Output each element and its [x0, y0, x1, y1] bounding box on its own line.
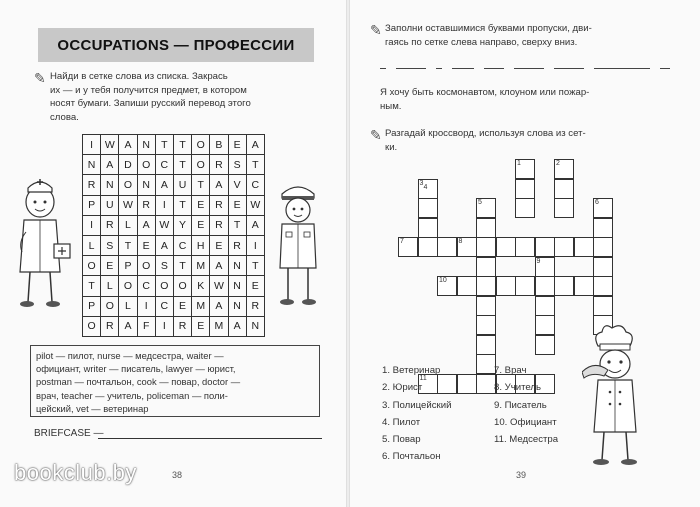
crossword-cell[interactable] [476, 218, 496, 238]
word-search-cell[interactable]: N [83, 155, 101, 175]
word-search-cell[interactable]: T [247, 256, 265, 276]
word-search-cell[interactable]: R [138, 196, 156, 216]
word-search-cell[interactable]: D [119, 155, 137, 175]
word-search-cell[interactable]: W [119, 196, 137, 216]
word-search-cell[interactable]: A [138, 216, 156, 236]
crossword-number: 6 [595, 199, 599, 206]
word-search-cell[interactable]: U [174, 175, 192, 195]
word-search-cell[interactable]: Y [174, 216, 192, 236]
word-search-cell[interactable]: E [138, 236, 156, 256]
page-number-left: 38 [172, 470, 183, 480]
word-search-cell[interactable]: T [247, 155, 265, 175]
word-search-cell[interactable]: A [119, 135, 137, 155]
crossword-cell[interactable] [476, 315, 496, 335]
word-search-cell[interactable]: I [83, 135, 101, 155]
word-search-cell[interactable]: O [83, 317, 101, 337]
crossword-cell[interactable] [496, 276, 516, 296]
briefcase-answer-line[interactable] [98, 438, 322, 439]
word-search-cell[interactable]: T [174, 135, 192, 155]
word-search-cell[interactable]: T [156, 135, 174, 155]
watermark: bookclub.by [14, 460, 137, 485]
word-search-cell[interactable]: E [174, 297, 192, 317]
clue-item: 2. Юрист [382, 382, 423, 394]
word-search-cell[interactable]: E [101, 256, 119, 276]
crossword-number: 3 [419, 179, 424, 187]
clue-item: 4. Пилот [382, 416, 421, 428]
word-search-cell[interactable]: N [101, 175, 119, 195]
clue-item: 1. Ветеринар [382, 365, 441, 376]
crossword-cell[interactable] [476, 237, 496, 257]
word-search-cell[interactable]: E [192, 317, 210, 337]
crossword-cell[interactable] [418, 198, 438, 218]
word-search-cell[interactable]: E [192, 196, 210, 216]
doctor-illustration [16, 172, 74, 312]
crossword-cell[interactable] [593, 237, 613, 257]
crossword-cell[interactable] [476, 296, 496, 316]
clue-item: 11. Медсестра [494, 434, 559, 446]
task3-text: Разгадай кроссворд, используя слова из сет- ки. [385, 128, 586, 153]
briefcase-label: BRIEFCASE — [34, 428, 104, 439]
word-search-cell[interactable]: P [119, 256, 137, 276]
crossword-cell[interactable] [574, 237, 594, 257]
word-search-cell[interactable]: T [119, 236, 137, 256]
word-search-cell[interactable]: S [156, 256, 174, 276]
crossword-number: 10 [439, 277, 447, 284]
word-search-cell[interactable]: C [156, 297, 174, 317]
word-search-cell[interactable]: N [229, 256, 247, 276]
crossword-number: 2 [556, 160, 560, 167]
clue-item: 6. Почтальон [382, 451, 441, 463]
crossword-cell[interactable] [476, 335, 496, 355]
word-search-cell[interactable]: O [156, 276, 174, 296]
word-search-cell[interactable]: R [210, 196, 228, 216]
crossword-cell[interactable] [554, 276, 574, 296]
crossword-cell[interactable] [515, 276, 535, 296]
crossword-number: 5 [478, 199, 482, 206]
policeman-illustration [274, 178, 322, 308]
word-search-cell[interactable]: W [210, 276, 228, 296]
word-search-cell[interactable]: I [83, 216, 101, 236]
word-search-cell[interactable]: I [247, 236, 265, 256]
crossword-cell[interactable] [437, 237, 457, 257]
clues-left [382, 362, 451, 466]
word-search-cell[interactable]: A [210, 256, 228, 276]
word-search-cell[interactable]: T [192, 175, 210, 195]
word-search-cell[interactable]: L [83, 236, 101, 256]
word-search-cell[interactable]: E [247, 276, 265, 296]
crossword-cell[interactable] [574, 276, 594, 296]
word-search-cell[interactable]: O [138, 155, 156, 175]
word-search-cell[interactable]: L [101, 276, 119, 296]
crossword-cell[interactable] [418, 237, 438, 257]
clue-item: 7. Врач [494, 365, 527, 376]
clue-item: 5. Повар [382, 434, 421, 446]
crossword-cell[interactable] [554, 198, 574, 218]
clue-item: 10. Официант [494, 416, 557, 428]
word-search-cell[interactable]: A [101, 155, 119, 175]
page-number-right: 39 [516, 470, 527, 480]
word-search-cell[interactable]: N [229, 297, 247, 317]
crossword-cell[interactable] [593, 296, 613, 316]
word-search-cell[interactable]: H [192, 236, 210, 256]
word-search-cell[interactable]: O [192, 135, 210, 155]
word-search-cell[interactable]: E [229, 135, 247, 155]
word-search-cell[interactable]: A [156, 236, 174, 256]
word-search-cell[interactable]: N [138, 135, 156, 155]
word-search-cell[interactable]: C [156, 155, 174, 175]
word-search-cell[interactable]: I [156, 317, 174, 337]
word-search-cell[interactable]: M [192, 297, 210, 317]
word-search-grid [82, 134, 265, 337]
clues-right [494, 362, 558, 448]
word-search-cell[interactable]: N [229, 276, 247, 296]
crossword-cell[interactable] [535, 276, 555, 296]
word-search-cell[interactable]: W [101, 135, 119, 155]
pencil-icon: ✎ [370, 22, 382, 38]
word-search-cell[interactable]: C [247, 175, 265, 195]
word-search-cell[interactable]: O [192, 155, 210, 175]
word-search-cell[interactable]: I [138, 297, 156, 317]
word-search-cell[interactable]: O [83, 256, 101, 276]
word-search-cell[interactable]: O [174, 276, 192, 296]
crossword-cell[interactable] [535, 296, 555, 316]
crossword-cell[interactable] [515, 237, 535, 257]
clue-item: 9. Писатель [494, 399, 547, 411]
crossword-cell[interactable] [593, 218, 613, 238]
crossword-cell[interactable] [515, 179, 535, 199]
crossword-number: 7 [400, 238, 404, 245]
word-search-cell[interactable]: O [119, 276, 137, 296]
crossword-cell[interactable] [515, 198, 535, 218]
crossword-cell[interactable] [535, 237, 555, 257]
word-search-cell[interactable]: A [247, 135, 265, 155]
word-search-cell[interactable]: R [174, 317, 192, 337]
word-search-cell[interactable]: E [210, 236, 228, 256]
chef-illustration [582, 322, 662, 472]
word-search-cell[interactable]: T [229, 216, 247, 236]
word-search-cell[interactable]: R [210, 155, 228, 175]
crossword-cell[interactable] [496, 237, 516, 257]
page-title: OCCUPATIONS — ПРОФЕССИИ [38, 28, 314, 62]
pencil-icon: ✎ [34, 70, 46, 86]
crossword-cell[interactable] [554, 237, 574, 257]
task1-text: Найди в сетке слова из списка. Закрась их — и у тебя получится предмет, в котором носят бумаги. Запиши русский перевод этого слова. [50, 71, 251, 123]
task2-text: Заполни оставшимися буквами пропуски, дви- гаясь по сетке слева направо, сверху вниз. [385, 23, 592, 48]
word-search-cell[interactable]: O [119, 175, 137, 195]
crossword-cell[interactable] [593, 276, 613, 296]
crossword-cell[interactable] [476, 374, 496, 394]
word-search-cell[interactable]: K [192, 276, 210, 296]
word-search-cell[interactable]: W [156, 216, 174, 236]
clue-item: 8. Учитель [494, 382, 542, 394]
word-search-cell[interactable]: A [210, 175, 228, 195]
word-search-cell[interactable]: T [174, 196, 192, 216]
word-search-cell[interactable]: R [229, 236, 247, 256]
crossword-cell[interactable] [554, 179, 574, 199]
crossword-cell[interactable] [476, 276, 496, 296]
crossword-number: 1 [517, 160, 521, 167]
crossword-number: 4 [423, 183, 428, 191]
word-search-cell[interactable]: T [83, 276, 101, 296]
word-search-cell[interactable]: W [247, 196, 265, 216]
word-search-cell[interactable]: E [229, 196, 247, 216]
word-search-cell[interactable]: A [119, 317, 137, 337]
word-search-cell[interactable]: P [83, 297, 101, 317]
word-search-cell[interactable]: A [247, 216, 265, 236]
word-search-cell[interactable]: F [138, 317, 156, 337]
crossword-cell[interactable] [476, 354, 496, 374]
crossword-cell[interactable] [457, 276, 477, 296]
word-search-cell[interactable]: T [174, 155, 192, 175]
word-search-cell[interactable]: R [101, 317, 119, 337]
word-search-cell[interactable]: C [138, 276, 156, 296]
word-search-cell[interactable]: U [101, 196, 119, 216]
word-list-box: pilot — пилот, nurse — медсестра, waiter — официант, writer — писатель, lawyer — юрист, postman — почтальон, cook — повар, doctor — врач, teacher — учитель, policeman — поли- цейский, vet — ветеринар [30, 345, 320, 417]
clue-item: 3. Полицейский [382, 399, 452, 411]
word-search-cell[interactable]: T [174, 256, 192, 276]
answer-blanks[interactable] [380, 60, 675, 80]
word-search-cell[interactable]: R [83, 175, 101, 195]
crossword-cell[interactable] [418, 218, 438, 238]
word-search-cell[interactable]: B [210, 135, 228, 155]
word-search-cell[interactable]: N [247, 317, 265, 337]
word-search-cell[interactable]: P [83, 196, 101, 216]
word-search-cell[interactable]: M [210, 317, 228, 337]
task2-sentence: Я хочу быть космонавтом, клоуном или пожар- ным. [380, 87, 590, 112]
crossword-cell[interactable] [593, 257, 613, 277]
word-search-cell[interactable]: O [101, 297, 119, 317]
crossword-number: 9 [536, 257, 541, 265]
crossword-cell[interactable] [535, 315, 555, 335]
word-search-cell[interactable]: I [156, 196, 174, 216]
pencil-icon: ✎ [370, 127, 382, 143]
word-search-cell[interactable]: A [210, 297, 228, 317]
word-search-cell[interactable]: R [247, 297, 265, 317]
crossword-number: 8 [458, 238, 463, 245]
crossword-cell[interactable] [535, 335, 555, 355]
word-search-cell[interactable]: M [192, 256, 210, 276]
word-search-cell[interactable]: O [138, 256, 156, 276]
crossword-number: 11 [419, 374, 427, 382]
word-search-cell[interactable]: V [229, 175, 247, 195]
word-search-cell[interactable]: A [229, 317, 247, 337]
word-search-cell[interactable]: E [192, 216, 210, 236]
crossword-cell[interactable] [457, 374, 477, 394]
word-search-cell[interactable]: L [119, 216, 137, 236]
word-search-cell[interactable]: S [101, 236, 119, 256]
crossword-cell[interactable] [476, 257, 496, 277]
word-search-cell[interactable]: A [156, 175, 174, 195]
word-search-cell[interactable]: R [210, 216, 228, 236]
word-search-cell[interactable]: C [174, 236, 192, 256]
word-search-cell[interactable]: N [138, 175, 156, 195]
word-search-cell[interactable]: R [101, 216, 119, 236]
word-search-cell[interactable]: S [229, 155, 247, 175]
word-search-cell[interactable]: L [119, 297, 137, 317]
